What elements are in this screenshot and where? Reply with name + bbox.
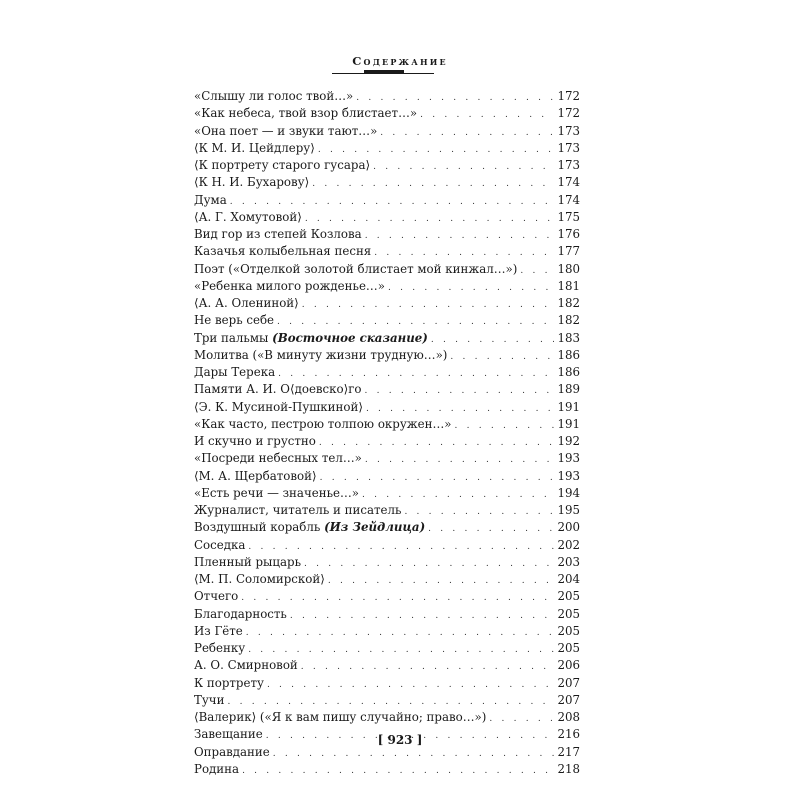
toc-entry-page-number: 217 <box>557 744 580 759</box>
toc-entry-title <box>194 243 371 260</box>
toc-entry <box>194 519 580 536</box>
toc-entry-page-number: 200 <box>557 520 580 535</box>
toc-entry-title <box>194 226 362 243</box>
toc-entry <box>194 243 580 260</box>
dot-leader <box>428 521 554 538</box>
toc-entry-page-number: 202 <box>557 537 580 552</box>
toc-entry <box>194 468 580 485</box>
toc-entry-title-text: Завещание <box>194 727 263 742</box>
toc-entry-title <box>194 537 245 554</box>
toc-entry-title <box>194 312 274 329</box>
toc-entry <box>194 571 580 588</box>
toc-entry-title-text: «Посреди небесных тел…» <box>194 451 362 466</box>
toc-entry-title-text: Пленный рыцарь <box>194 554 302 569</box>
toc-entry <box>194 209 580 226</box>
toc-entry-subtitle: (Восточное сказание) <box>272 330 428 345</box>
toc-entry <box>194 174 580 191</box>
toc-entry-page-number: 205 <box>557 641 580 655</box>
page-header: Содержание <box>352 54 448 68</box>
toc-entry-title-text: ⟨Э. К. Мусиной-Пушкиной⟩ <box>194 399 363 414</box>
toc-entry-title-text: Не верь себе <box>194 313 275 328</box>
toc-entry <box>194 485 580 502</box>
toc-entry-title-text: Журналист, читатель и писатель <box>194 503 402 517</box>
toc-entry-page-number: 173 <box>557 123 580 138</box>
toc-entry-page-number: 173 <box>557 140 580 155</box>
toc-entry-title-text: Оправдание <box>194 744 270 759</box>
toc-entry-page-number: 216 <box>557 727 580 742</box>
header-divider <box>332 73 434 74</box>
toc-entry-title <box>194 157 370 174</box>
toc-entry <box>194 399 580 416</box>
dot-leader <box>380 125 554 142</box>
dot-leader <box>365 228 555 245</box>
toc-entry-page-number: 186 <box>557 365 580 379</box>
toc-entry-title-text: Ребенку <box>194 641 246 655</box>
toc-entry-title-text: Молитва («В минуту жизни трудную…») <box>194 347 448 362</box>
toc-entry-page-number: 207 <box>557 692 580 707</box>
toc-entry-page-number: 174 <box>557 192 580 207</box>
toc-entry-page-number: 177 <box>557 244 580 259</box>
toc-entry-page-number: 218 <box>557 761 580 776</box>
dot-leader <box>242 763 554 780</box>
toc-entry-page-number: 191 <box>557 399 580 414</box>
toc-entry-title <box>194 657 298 674</box>
toc-entry <box>194 88 580 105</box>
toc-entry <box>194 192 580 209</box>
toc-entry-subtitle: (Из Зейдлица) <box>324 520 426 535</box>
toc-entry-title-text: ⟨А. Г. Хомутовой⟩ <box>194 209 302 224</box>
toc-entry <box>194 416 580 433</box>
dot-leader <box>241 590 554 607</box>
dot-leader <box>365 383 555 400</box>
toc-entry <box>194 261 580 278</box>
toc-entry-title <box>194 192 227 209</box>
toc-entry <box>194 140 580 157</box>
toc-entry-title-text: «Слышу ли голос твой…» <box>194 89 354 103</box>
toc-entry-page-number: 208 <box>557 710 580 724</box>
toc-entry-title-text: «Как небеса, твой взор блистает…» <box>194 106 418 121</box>
dot-leader <box>312 176 554 193</box>
dot-leader <box>290 608 555 625</box>
dot-leader <box>431 332 555 349</box>
toc-entry-title-text: ⟨К М. И. Цейдлеру⟩ <box>194 140 315 155</box>
toc-entry-page-number: 194 <box>557 485 580 500</box>
toc-entry-title <box>194 450 362 467</box>
dot-leader <box>365 452 555 469</box>
toc-entry-title <box>194 261 517 278</box>
toc-entry-title <box>194 709 486 726</box>
toc-entry <box>194 312 580 329</box>
toc-entry-title-text: Воздушный корабль <box>194 520 325 535</box>
table-of-contents <box>194 88 580 778</box>
toc-entry-title-text: ⟨А. А. Олениной⟩ <box>194 296 299 310</box>
toc-entry-title <box>194 554 301 571</box>
toc-entry <box>194 588 580 605</box>
toc-entry <box>194 123 580 140</box>
toc-entry <box>194 278 580 295</box>
toc-entry <box>194 347 580 364</box>
toc-entry-title-text: Дума <box>194 192 227 207</box>
toc-entry <box>194 330 580 347</box>
toc-entry-page-number: 205 <box>557 589 580 604</box>
toc-entry-page-number: 192 <box>557 434 580 448</box>
toc-entry <box>194 381 580 398</box>
toc-entry-title-text: Вид гор из степей Козлова <box>194 227 362 241</box>
dot-leader <box>304 556 554 573</box>
toc-entry-title <box>194 105 417 122</box>
toc-entry-title <box>194 761 239 778</box>
dot-leader <box>520 263 554 280</box>
toc-entry-page-number: 182 <box>557 313 580 328</box>
toc-entry-title-text: Поэт («Отделкой золотой блистает мой кинжал…») <box>194 261 518 276</box>
dot-leader <box>404 504 554 521</box>
dot-leader <box>302 297 555 314</box>
toc-entry <box>194 709 580 726</box>
toc-entry <box>194 226 580 243</box>
toc-entry-title <box>194 140 315 157</box>
toc-entry-page-number: 173 <box>557 158 580 172</box>
toc-entry-title-text: Отчего <box>194 589 239 604</box>
toc-entry-page-number: 176 <box>557 227 580 241</box>
toc-entry <box>194 450 580 467</box>
toc-entry-page-number: 195 <box>557 503 580 517</box>
toc-entry-title-text: Памяти А. И. О⟨доевско⟩го <box>194 382 362 397</box>
toc-entry-title <box>194 606 287 623</box>
toc-entry-title-text: Три пальмы <box>194 330 273 345</box>
toc-entry-title-text: ⟨М. П. Соломирской⟩ <box>194 572 325 586</box>
toc-entry-page-number: 172 <box>557 89 580 103</box>
toc-entry-page-number: 193 <box>557 451 580 466</box>
toc-entry-title <box>194 675 264 692</box>
dot-leader <box>420 107 554 124</box>
toc-entry <box>194 675 580 692</box>
header-divider-accent <box>364 70 404 73</box>
toc-entry <box>194 554 580 571</box>
toc-entry-title <box>194 468 317 485</box>
toc-entry-title-text: И скучно и грустно <box>194 434 316 448</box>
toc-entry <box>194 657 580 674</box>
toc-entry-page-number: 203 <box>557 554 580 569</box>
toc-entry-page-number: 204 <box>557 572 580 586</box>
toc-entry-page-number: 205 <box>557 623 580 638</box>
toc-entry-page-number: 191 <box>557 416 580 431</box>
toc-entry-title <box>194 399 363 416</box>
dot-leader <box>267 677 555 694</box>
toc-entry <box>194 295 580 312</box>
toc-entry-page-number: 205 <box>557 606 580 621</box>
toc-entry-page-number: 183 <box>557 330 580 345</box>
toc-entry-title <box>194 88 353 105</box>
toc-entry-page-number: 182 <box>557 296 580 310</box>
toc-entry-title-text: К портрету <box>194 675 264 690</box>
toc-entry-title-text: ⟨Валерик⟩ («Я к вам пишу случайно; право…») <box>194 710 487 724</box>
dot-leader <box>373 159 554 176</box>
toc-entry <box>194 606 580 623</box>
toc-entry-title-text: Из Гёте <box>194 623 243 638</box>
toc-entry-title <box>194 588 238 605</box>
toc-entry-page-number: 175 <box>557 209 580 224</box>
toc-entry-page-number: 189 <box>557 382 580 397</box>
toc-entry-title <box>194 502 401 519</box>
toc-entry-title-text: Родина <box>194 761 240 776</box>
dot-leader <box>450 349 554 366</box>
toc-entry <box>194 433 580 450</box>
toc-entry-page-number: 193 <box>557 468 580 483</box>
toc-entry-title-text: Дары Терека <box>194 365 276 379</box>
toc-entry <box>194 537 580 554</box>
toc-entry-page-number: 207 <box>557 675 580 690</box>
toc-entry-title <box>194 347 447 364</box>
toc-entry-title-text: «Есть речи — значенье…» <box>194 485 360 500</box>
toc-entry-page-number: 206 <box>557 658 580 673</box>
dot-leader <box>455 418 555 435</box>
toc-entry-page-number: 172 <box>557 106 580 121</box>
toc-entry-title <box>194 209 302 226</box>
toc-entry-title-text: Благодарность <box>194 606 287 621</box>
toc-entry-title-text: «Ребенка милого рожденье…» <box>194 278 385 293</box>
toc-entry-title <box>194 433 316 450</box>
toc-entry-title <box>194 330 428 347</box>
toc-entry-title <box>194 623 243 640</box>
toc-entry-title-text: ⟨М. А. Щербатовой⟩ <box>194 468 317 483</box>
toc-entry-page-number: 174 <box>557 175 580 190</box>
toc-entry-title-text: «Как часто, пестрою толпою окружен…» <box>194 416 452 431</box>
dot-leader <box>328 573 555 590</box>
toc-entry-title <box>194 174 309 191</box>
toc-entry-title <box>194 640 245 657</box>
toc-entry <box>194 502 580 519</box>
toc-entry-title-text: ⟨К портрету старого гусара⟩ <box>194 158 371 172</box>
toc-entry-page-number: 186 <box>557 347 580 362</box>
toc-entry-title <box>194 123 377 140</box>
dot-leader <box>273 746 555 763</box>
dot-leader <box>301 659 555 676</box>
toc-entry-title <box>194 519 425 536</box>
dot-leader <box>388 280 555 297</box>
toc-entry-title <box>194 571 325 588</box>
toc-entry-title <box>194 381 362 398</box>
toc-entry-title-text: А. О. Смирновой <box>194 658 298 673</box>
toc-entry <box>194 105 580 122</box>
toc-entry <box>194 640 580 657</box>
dot-leader <box>246 625 555 642</box>
toc-entry-title <box>194 485 359 502</box>
toc-entry-page-number: 181 <box>557 278 580 293</box>
toc-entry-title-text: Соседка <box>194 537 246 552</box>
toc-entry-title-text: Казачья колыбельная песня <box>194 244 372 259</box>
page-number: [ 923 ] <box>377 733 423 747</box>
toc-entry-page-number: 180 <box>557 261 580 276</box>
toc-entry-title <box>194 364 275 381</box>
toc-entry-title-text: Тучи <box>194 692 225 707</box>
toc-entry-title <box>194 295 299 312</box>
toc-entry <box>194 761 580 778</box>
toc-entry <box>194 157 580 174</box>
toc-entry <box>194 692 580 709</box>
toc-entry <box>194 623 580 640</box>
toc-entry-title <box>194 278 385 295</box>
toc-entry-title <box>194 692 224 709</box>
toc-entry <box>194 364 580 381</box>
dot-leader <box>489 711 554 728</box>
toc-entry-title-text: «Она поет — и звуки тают…» <box>194 123 378 138</box>
toc-entry-title <box>194 416 452 433</box>
toc-entry-title-text: ⟨К Н. И. Бухарову⟩ <box>194 175 310 190</box>
